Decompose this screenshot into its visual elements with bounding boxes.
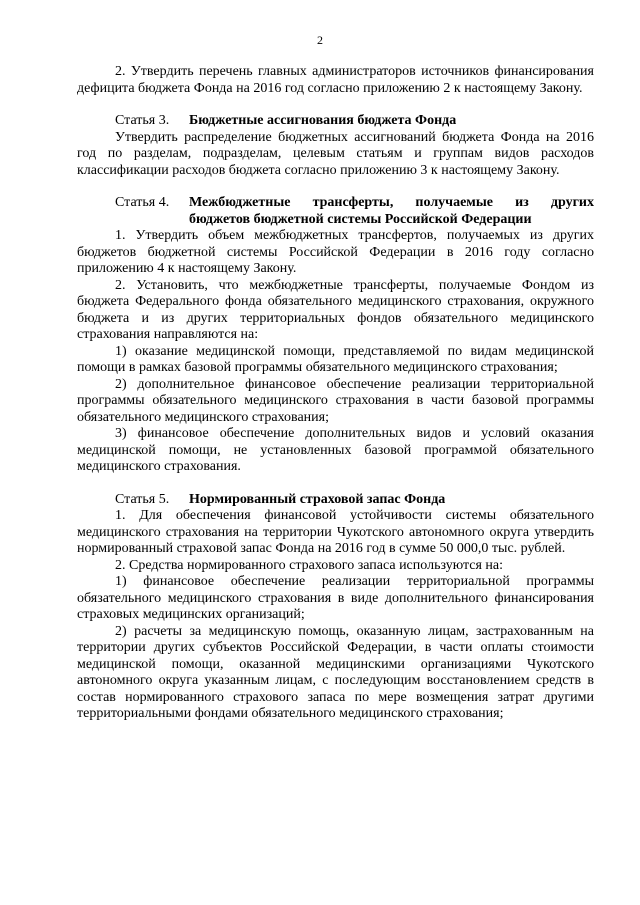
article-5-title: Нормированный страховой запас Фонда bbox=[189, 491, 446, 507]
page-number: 2 bbox=[317, 33, 323, 47]
article-5-label: Статья 5. bbox=[115, 491, 170, 507]
article-4-item-3: 3) финансовое обеспечение дополнительных видов и условий оказания медицинской помощи, не установленных базовой программой обязательного медицинского страхования. bbox=[77, 426, 594, 474]
article-5-item-2: 2) расчеты за медицинскую помощь, оказанную лицам, застрахованным на территории других субъектов Российской Федерации, в части оплаты стоимости медицинской помощи, оказанной медицинскими организациями Чукотского автономного округа указанным лицам, с последующим восстановлением средств в состав нормированного страхового запаса по мере возмещения затрат другими территориальными фондами обязательного медицинского страхования; bbox=[77, 623, 594, 721]
article-5-paragraph-1: 1. Для обеспечения финансовой устойчивости системы обязательного медицинского страхования на территории Чукотского автономного округа утвердить нормированный страховой запас Фонда на 2016 год в сумме 50 000,0 тыс. рублей. bbox=[77, 508, 594, 556]
article-5-paragraph-2: 2. Средства нормированного страхового запаса используются на: bbox=[115, 557, 504, 573]
article-4-label: Статья 4. bbox=[115, 195, 170, 210]
article-4-item-1: 1) оказание медицинской помощи, представляемой по видам медицинской помощи в рамках базовой программы обязательного медицинского страхования; bbox=[77, 343, 594, 375]
document-body bbox=[77, 64, 594, 723]
article-4-title bbox=[189, 195, 594, 228]
paragraph-approve-administrators: 2. Утвердить перечень главных администраторов источников финансирования дефицита бюджета Фонда на 2016 год согласно приложению 2 к настоящему Закону. bbox=[77, 64, 594, 96]
article-3-heading bbox=[77, 113, 594, 130]
article-5-heading bbox=[77, 492, 594, 509]
article-3-title: Бюджетные ассигнования бюджета Фонда bbox=[189, 113, 457, 128]
article-4-paragraph-2: 2. Установить, что межбюджетные трансферты, получаемые Фондом из бюджета Федерального фонда обязательного медицинского страхования, окружного бюджета и из других территориальных фондов обязательного медицинского страхования направляются на: bbox=[77, 277, 594, 342]
article-3-label: Статья 3. bbox=[115, 113, 170, 128]
article-4-item-2: 2) дополнительное финансовое обеспечение реализации территориальной программы обязательного медицинского страхования в части базовой программы обязательного медицинского страхования; bbox=[77, 376, 594, 425]
article-3-paragraph: Утвердить распределение бюджетных ассигнований бюджета Фонда на 2016 год по разделам, подразделам, целевым статьям и группам видов расходов классификации расходов бюджета согласно приложению 3 к настоящему Закону. bbox=[77, 129, 594, 178]
article-4-title-line2: бюджетов бюджетной системы Российской Федерации bbox=[189, 211, 532, 227]
article-5-item-1: 1) финансовое обеспечение реализации территориальной программы обязательного медицинского страхования в виде дополнительного финансирования страховых медицинских организаций; bbox=[77, 574, 594, 622]
article-4-heading bbox=[77, 195, 594, 228]
article-4-title-line1: Межбюджетные трансферты, получаемые из других bbox=[189, 195, 594, 210]
article-4-paragraph-1: 1. Утвердить объем межбюджетных трансфертов, получаемых из других бюджетов бюджетной системы Российской Федерации в 2016 году согласно приложению 4 к настоящему Закону. bbox=[77, 228, 594, 276]
